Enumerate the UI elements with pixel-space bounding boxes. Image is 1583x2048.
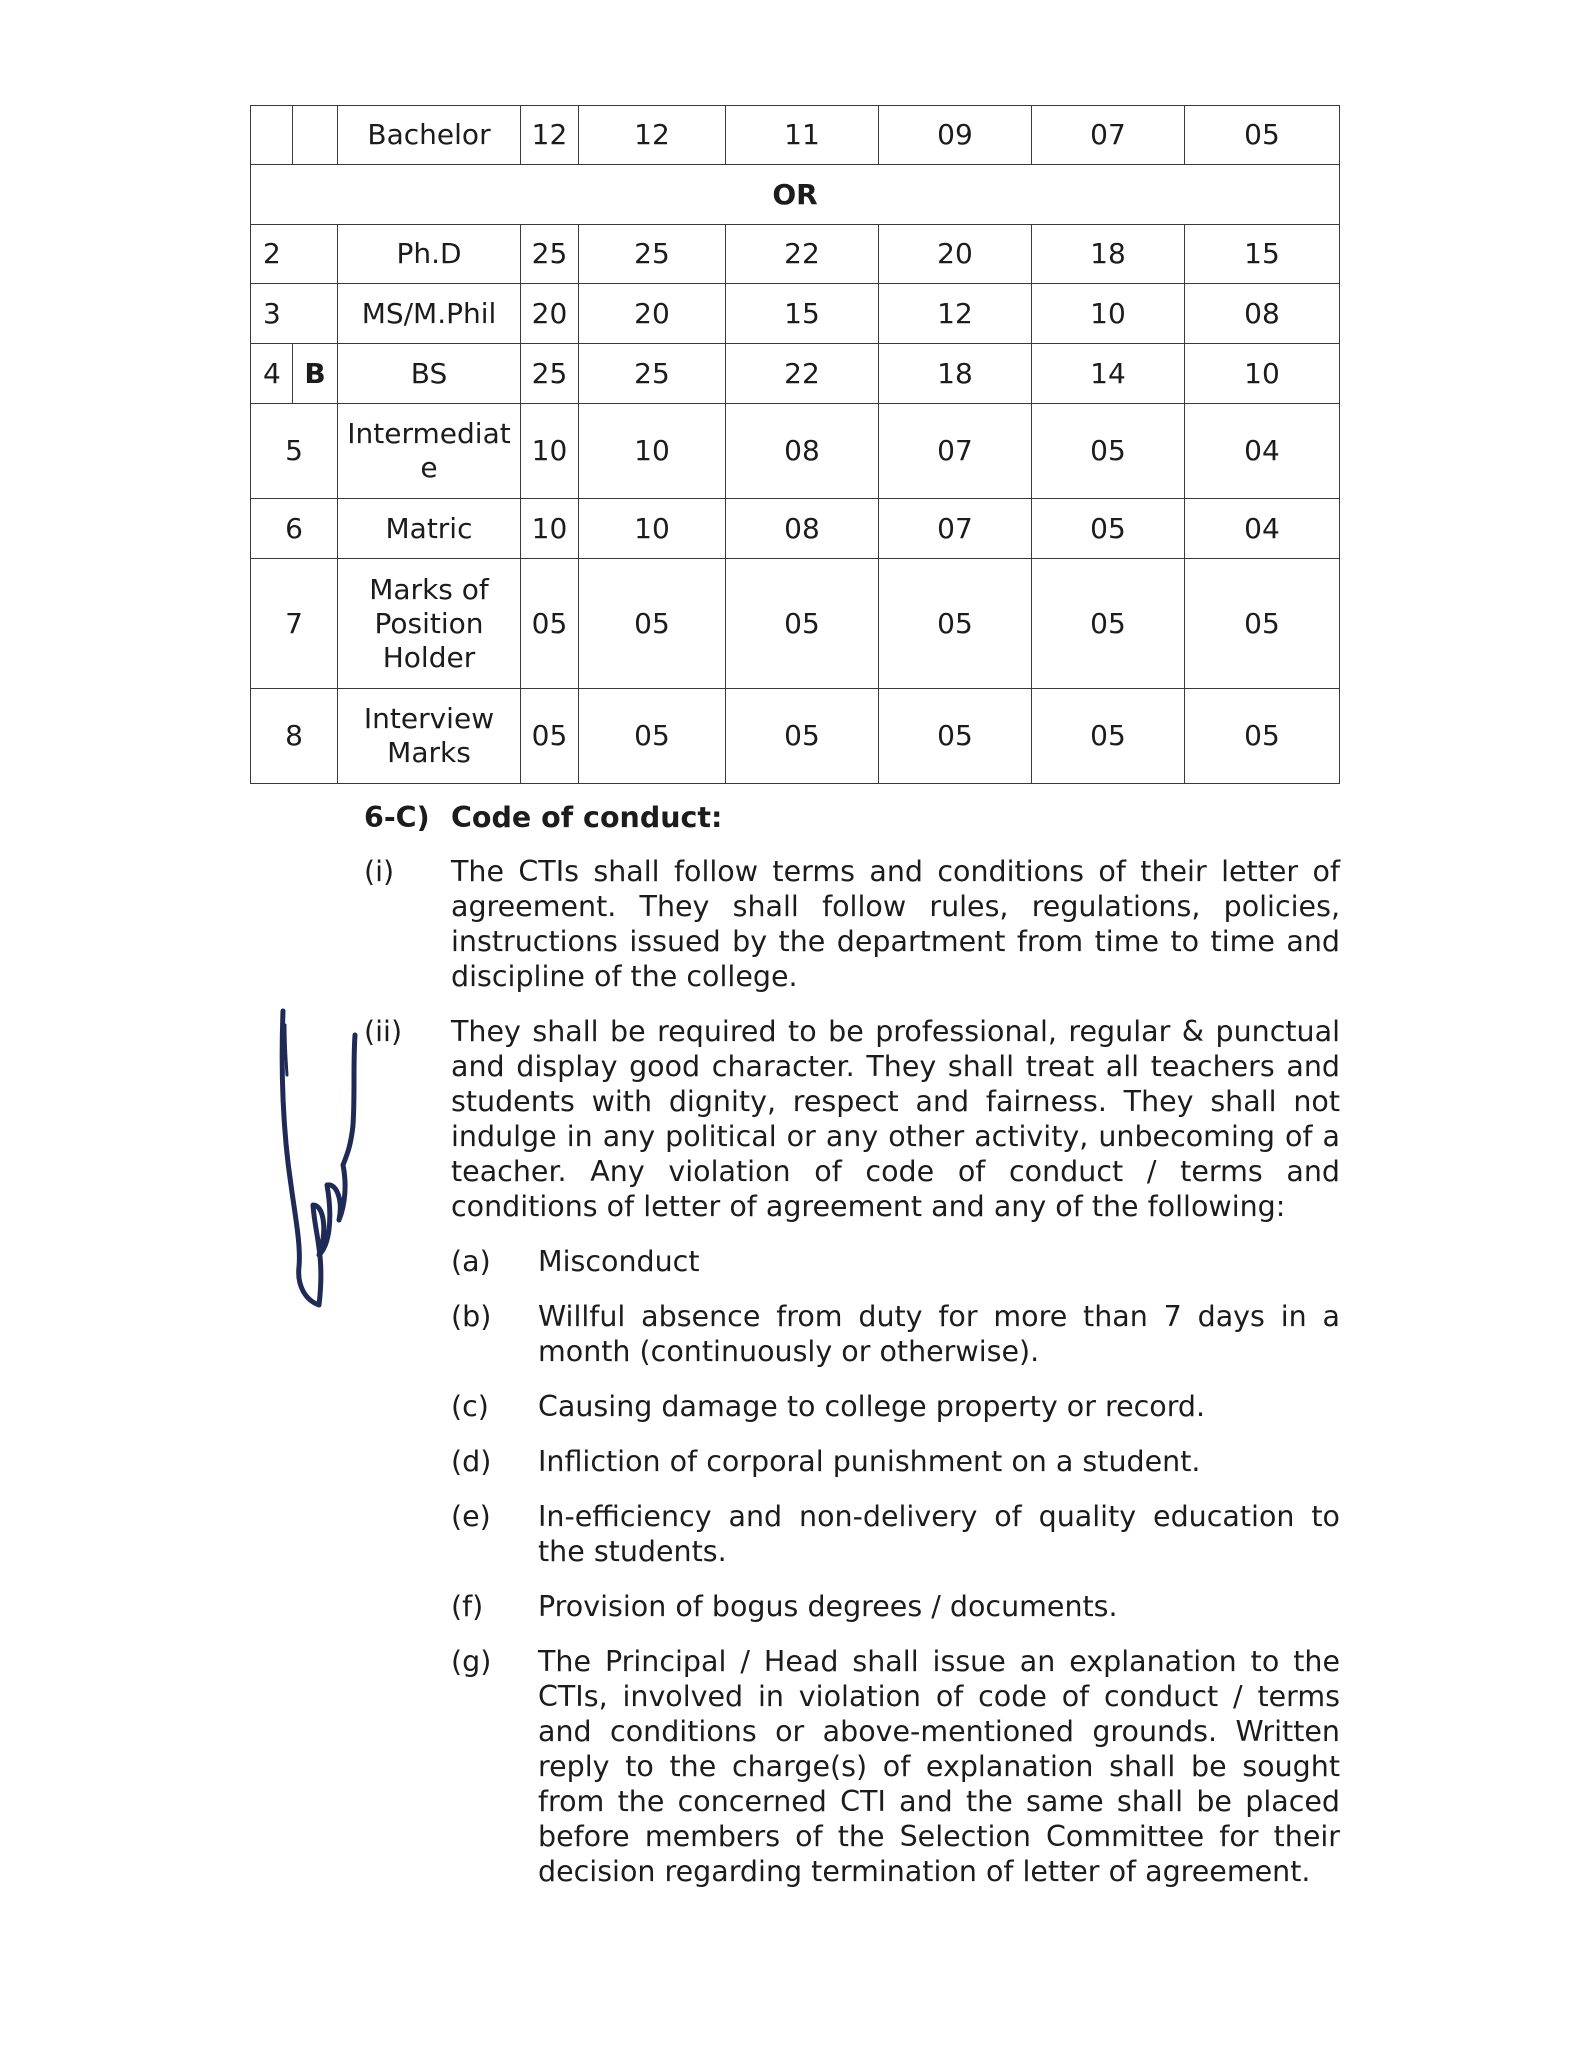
item-text: They shall be required to be professional, regular & punctual and display good character. They shall treat all teachers and students with dignity, respect and fairness. They shall not indulge in any political or any other activity, unbecoming of a teacher. Any violation of code of conduct / terms and conditions of letter of agreement and any of the following: [451, 1015, 1340, 1223]
row-label: Interview Marks [338, 689, 521, 784]
sub-item-text: Misconduct [538, 1245, 700, 1278]
cell-value: 05 [1185, 106, 1340, 165]
cell-value: 18 [1032, 225, 1185, 284]
cell-value: 05 [1185, 689, 1340, 784]
cell-value: 10 [1185, 344, 1340, 404]
cell-value: 05 [579, 559, 726, 689]
table-cell [251, 106, 293, 165]
table-cell [293, 106, 338, 165]
row-number: 5 [251, 404, 338, 499]
signature [255, 1005, 365, 1345]
table-row [251, 284, 1340, 344]
sub-item-text: Infliction of corporal punishment on a student. [538, 1445, 1201, 1478]
cell-value: 11 [726, 106, 879, 165]
row-number: 3 [251, 284, 338, 344]
cell-value: 22 [726, 344, 879, 404]
cell-value: 05 [879, 559, 1032, 689]
cell-value: 12 [521, 106, 579, 165]
sub-item-label: (a) [451, 1245, 491, 1278]
cell-value: 15 [1185, 225, 1340, 284]
row-number: 7 [251, 559, 338, 689]
cell-value: 05 [521, 559, 579, 689]
sub-list-item [451, 1499, 1340, 1569]
table-row [251, 106, 1340, 165]
table-row [251, 559, 1340, 689]
cell-value: 25 [579, 225, 726, 284]
cell-value: 10 [521, 404, 579, 499]
cell-value: 05 [726, 689, 879, 784]
cell-value: 05 [521, 689, 579, 784]
signature-stroke [282, 1011, 355, 1305]
cell-value: 14 [1032, 344, 1185, 404]
cell-value: 05 [1032, 404, 1185, 499]
table-row [251, 689, 1340, 784]
item-text: The CTIs shall follow terms and conditions of their letter of agreement. They shall follow rules, regulations, policies, instructions issued by the department from time to time and discipline of the college. [451, 855, 1340, 993]
cell-value: 05 [1185, 559, 1340, 689]
row-label: BS [338, 344, 521, 404]
section-heading [364, 800, 1340, 840]
code-of-conduct-section [364, 800, 1340, 1889]
cell-value: 12 [579, 106, 726, 165]
row-number: 8 [251, 689, 338, 784]
sub-item-text: The Principal / Head shall issue an explanation to the CTIs, involved in violation of code of conduct / terms and conditions or above-mentioned grounds. Written reply to the charge(s) of explanation shall be sought from the concerned CTI and the same shall be placed before members of the Selection Committee for their decision regarding termination of letter of agreement. [538, 1645, 1340, 1888]
row-label: Intermediat e [338, 404, 521, 499]
or-label: OR [251, 165, 1340, 225]
sub-list-item [451, 1244, 1340, 1279]
cell-value: 10 [579, 404, 726, 499]
sub-list [451, 1244, 1340, 1889]
cell-value: 07 [879, 499, 1032, 559]
cell-value: 05 [1032, 559, 1185, 689]
row-number: 2 [251, 225, 338, 284]
sub-item-text: Willful absence from duty for more than 7 days in a month (continuously or otherwise). [538, 1300, 1340, 1368]
cell-value: 20 [579, 284, 726, 344]
sub-item-label: (c) [451, 1390, 489, 1423]
cell-value: 07 [879, 404, 1032, 499]
cell-value: 20 [879, 225, 1032, 284]
sub-item-text: In-efficiency and non-delivery of quality education to the students. [538, 1500, 1340, 1568]
sub-item-label: (b) [451, 1300, 492, 1333]
sub-list-item [451, 1389, 1340, 1424]
table-row [251, 499, 1340, 559]
section-number: 6-C) [364, 801, 430, 834]
item-label: (ii) [364, 1015, 403, 1048]
cell-value: 08 [726, 499, 879, 559]
marks-table [250, 105, 1340, 784]
cell-value: 25 [521, 344, 579, 404]
row-label: MS/M.Phil [338, 284, 521, 344]
cell-value: 10 [1032, 284, 1185, 344]
cell-value: 04 [1185, 404, 1340, 499]
table-row [251, 165, 1340, 225]
row-label: Matric [338, 499, 521, 559]
sub-item-label: (f) [451, 1590, 484, 1623]
table-row [251, 404, 1340, 499]
sub-list-item [451, 1444, 1340, 1479]
sub-item-text: Causing damage to college property or record. [538, 1390, 1206, 1423]
cell-value: 05 [1032, 499, 1185, 559]
cell-value: 10 [521, 499, 579, 559]
sub-item-label: (g) [451, 1645, 492, 1678]
table-row [251, 225, 1340, 284]
cell-value: 08 [1185, 284, 1340, 344]
sub-item-text: Provision of bogus degrees / documents. [538, 1590, 1118, 1623]
cell-value: 25 [521, 225, 579, 284]
item-body [451, 1014, 1340, 1889]
cell-value: 18 [879, 344, 1032, 404]
signature-stroke [285, 1025, 287, 1075]
cell-value: 09 [879, 106, 1032, 165]
list-item [364, 854, 1340, 994]
cell-value: 10 [579, 499, 726, 559]
row-label: Marks of Position Holder [338, 559, 521, 689]
row-label: Ph.D [338, 225, 521, 284]
cell-value: 07 [1032, 106, 1185, 165]
list-item [364, 1014, 1340, 1889]
section-title: Code of conduct: [451, 801, 723, 834]
cell-value: 25 [579, 344, 726, 404]
sub-list-item [451, 1644, 1340, 1889]
cell-value: 04 [1185, 499, 1340, 559]
sub-item-label: (e) [451, 1500, 491, 1533]
sub-list-item [451, 1299, 1340, 1369]
row-label: Bachelor [338, 106, 521, 165]
cell-value: 05 [879, 689, 1032, 784]
cell-value: 12 [879, 284, 1032, 344]
cell-value: 08 [726, 404, 879, 499]
cell-value: 05 [579, 689, 726, 784]
table-row [251, 344, 1340, 404]
row-number: 6 [251, 499, 338, 559]
cell-value: 22 [726, 225, 879, 284]
item-label: (i) [364, 855, 395, 888]
cell-value: 20 [521, 284, 579, 344]
cell-value: 05 [1032, 689, 1185, 784]
sub-list-item [451, 1589, 1340, 1624]
category-label: B [293, 344, 338, 404]
cell-value: 15 [726, 284, 879, 344]
cell-value: 05 [726, 559, 879, 689]
row-number: 4 [251, 344, 293, 404]
sub-item-label: (d) [451, 1445, 492, 1478]
